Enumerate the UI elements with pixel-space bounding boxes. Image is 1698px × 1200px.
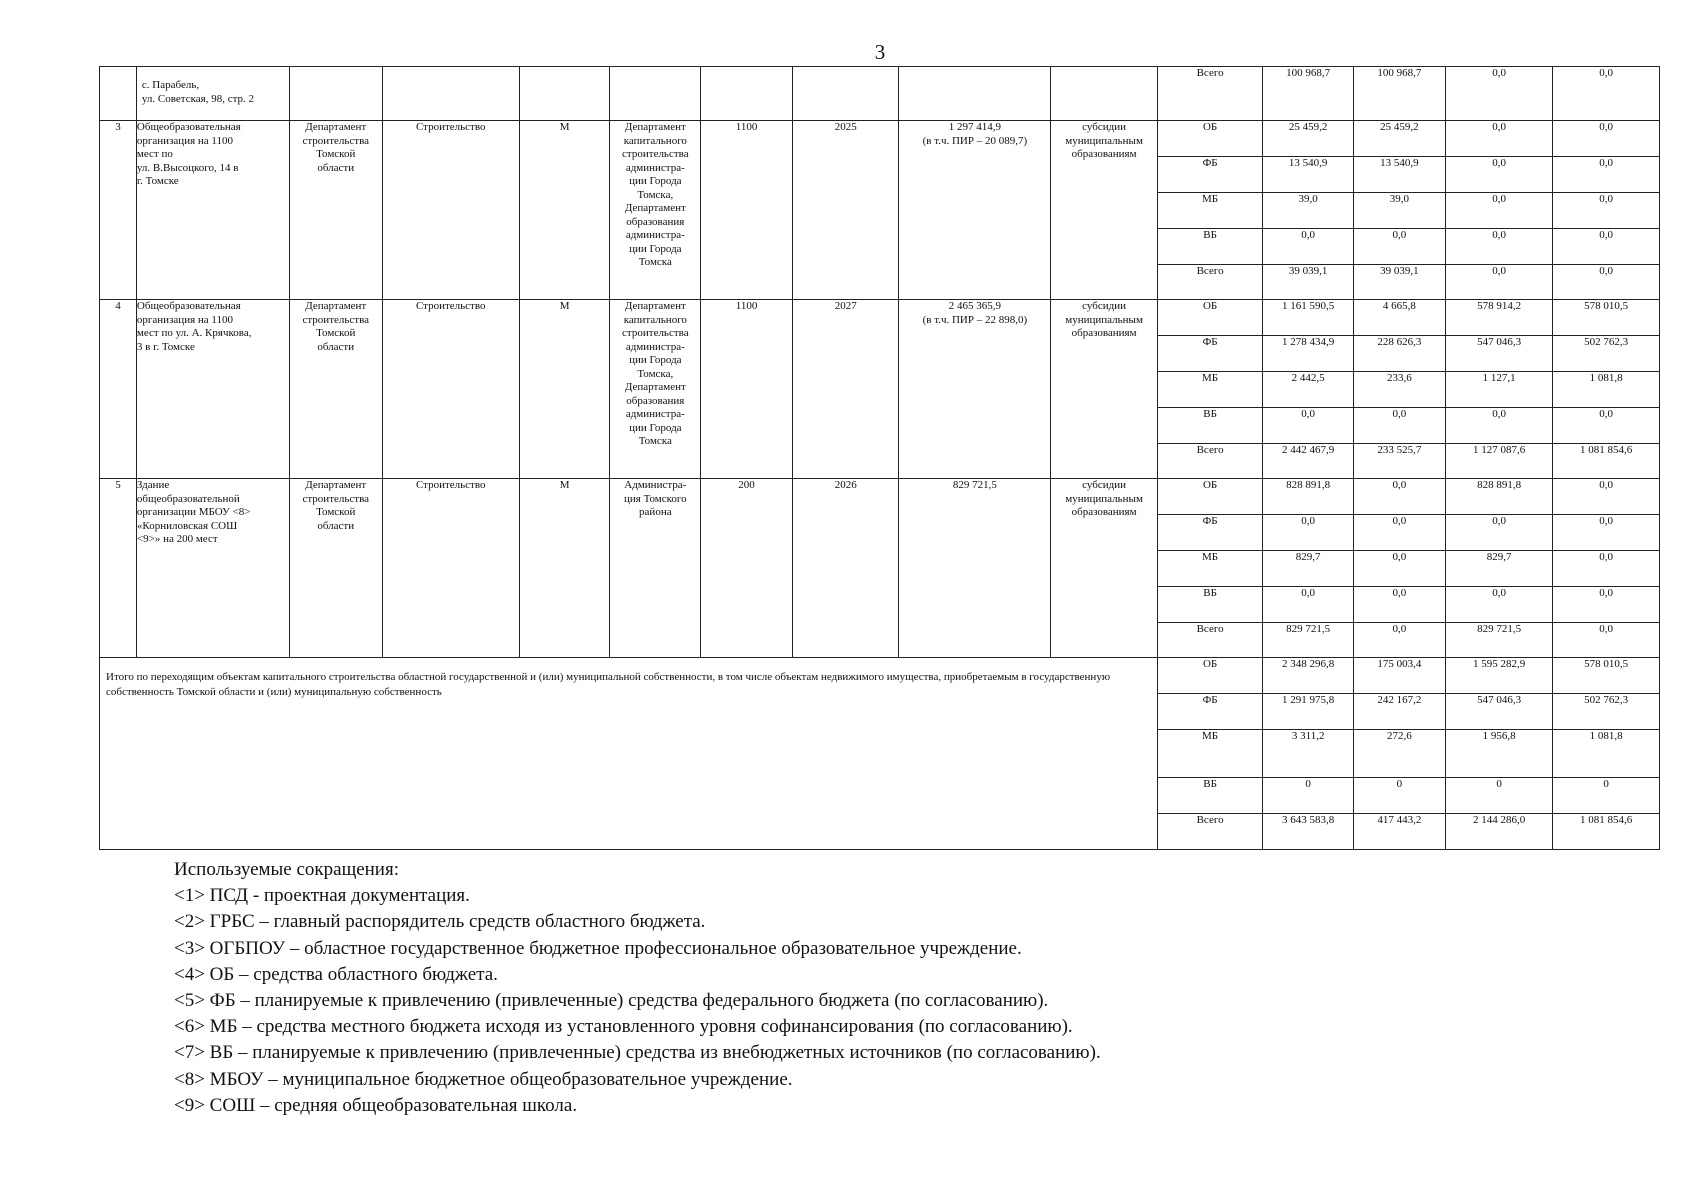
object-name-line: Здание: [136, 479, 170, 491]
fin-value-cell: 2 348 296,8: [1263, 658, 1354, 694]
work-type-cell: Строительство: [382, 300, 519, 479]
object-name-line: «Корниловская СОШ: [136, 519, 238, 532]
customer-line: Томска,: [637, 188, 674, 201]
object-name-line: Общеобразовательная: [136, 300, 241, 312]
funding-form-line: субсидии муниципальным: [1065, 121, 1143, 147]
customer-line: Департамент: [624, 300, 686, 312]
fin-value-cell: 0,0: [1445, 515, 1553, 551]
fin-value-cell: 0: [1263, 778, 1354, 814]
work-type-cell: Строительство: [382, 121, 519, 300]
customer-line: администра-: [625, 408, 685, 420]
empty-cell: [382, 67, 519, 121]
customer-line: Томска,: [637, 367, 674, 380]
fin-value-cell: 1 291 975,8: [1263, 694, 1354, 730]
num-cell: 3: [100, 121, 137, 300]
fin-label-cell: Всего: [1157, 814, 1262, 850]
fin-value-cell: 0: [1553, 778, 1660, 814]
fin-value-cell: 39,0: [1354, 193, 1446, 229]
fin-value-cell: 3 643 583,8: [1263, 814, 1354, 850]
grbs-line: Департамент: [305, 479, 367, 491]
fin-value-cell: 829 721,5: [1263, 623, 1354, 658]
fin-value-cell: 0,0: [1354, 515, 1446, 551]
customer-line: образования: [626, 394, 685, 407]
grbs-line: области: [317, 340, 355, 353]
funding-form-line: субсидии муниципальным: [1065, 479, 1143, 505]
cost-note: (в т.ч. ПИР – 22 898,0): [922, 313, 1028, 326]
page-number: 3: [874, 40, 886, 64]
footnote-item: <8> МБОУ – муниципальное бюджетное общеобразовательное учреждение.: [174, 1068, 793, 1090]
fin-value-cell: 2 442 467,9: [1263, 444, 1354, 479]
fin-value-cell: 0,0: [1354, 408, 1446, 444]
grbs-line: области: [317, 519, 355, 532]
footnote-item: <2> ГРБС – главный распорядитель средств областного бюджета.: [174, 911, 706, 933]
grbs-line: области: [317, 161, 355, 174]
capacity-cell: 1100: [701, 121, 793, 300]
grbs-line: Томской: [316, 327, 356, 339]
fin-label-cell: МБ: [1157, 551, 1262, 587]
fin-label-cell: ВБ: [1157, 778, 1262, 814]
fin-value-cell: 0,0: [1553, 157, 1660, 193]
level-cell: М: [519, 300, 610, 479]
fin-value-cell: 0,0: [1263, 587, 1354, 623]
fin-value-cell: 0: [1354, 778, 1446, 814]
fin-label-cell: ФБ: [1157, 515, 1262, 551]
customer-line: ция Томского: [624, 492, 687, 505]
funding-form-line: образованиям: [1071, 327, 1137, 339]
empty-cell: [1051, 67, 1158, 121]
customer-line: Департамент: [624, 381, 686, 393]
object-name-line: 3 в г. Томске: [136, 340, 195, 353]
fin-value-cell: 100 968,7: [1263, 67, 1354, 121]
fin-value-cell: 0,0: [1553, 67, 1660, 121]
object-name-line: мест по ул. А. Крячкова,: [136, 327, 252, 339]
table-row: [100, 300, 1660, 336]
cost-value: 829 721,5: [952, 479, 997, 491]
fin-value-cell: 0,0: [1445, 157, 1553, 193]
fin-label-cell: Всего: [1157, 444, 1262, 479]
funding-form-cell: [1051, 121, 1158, 300]
cost-cell: [899, 479, 1051, 658]
customer-line: ции Города: [629, 175, 682, 187]
table-row: [100, 121, 1660, 157]
num-cell: 5: [100, 479, 137, 658]
fin-value-cell: 1 127 087,6: [1445, 444, 1553, 479]
abbreviations-footnotes: [174, 857, 1101, 1119]
fin-value-cell: 3 311,2: [1263, 730, 1354, 778]
level-cell: М: [519, 479, 610, 658]
funding-form-cell: [1051, 479, 1158, 658]
total-label-cell: Итого по переходящим объектам капитального строительства областной государственной и (или) муниципальной собственности, в том числе объектам недвижимого имущества, приобретаемым в государственную собственность Томской области и (или) муниципальную собственность: [100, 658, 1158, 850]
object-name-line: г. Томске: [136, 175, 179, 187]
table-row: [100, 479, 1660, 515]
grbs-line: строительства: [302, 492, 370, 505]
fin-value-cell: 233,6: [1354, 372, 1446, 408]
empty-cell: [792, 67, 899, 121]
grbs-line: Томской: [316, 506, 356, 518]
fin-label-cell: МБ: [1157, 372, 1262, 408]
cost-value: 1 297 414,9: [948, 121, 1002, 133]
fin-value-cell: 0,0: [1553, 623, 1660, 658]
grbs-line: Томской: [316, 148, 356, 160]
fin-value-cell: 0,0: [1263, 229, 1354, 265]
fin-value-cell: 39 039,1: [1354, 265, 1446, 300]
fin-label-cell: ОБ: [1157, 479, 1262, 515]
year-cell: 2027: [792, 300, 899, 479]
fin-value-cell: 0,0: [1553, 587, 1660, 623]
fin-value-cell: 578 010,5: [1553, 658, 1660, 694]
capacity-cell: 1100: [701, 300, 793, 479]
num-cell: 4: [100, 300, 137, 479]
fin-label-cell: ОБ: [1157, 658, 1262, 694]
fin-value-cell: 578 010,5: [1553, 300, 1660, 336]
level-cell: М: [519, 121, 610, 300]
fin-label-cell: Всего: [1157, 265, 1262, 300]
table-row: [100, 67, 1660, 121]
grbs-cell: [289, 479, 382, 658]
year-cell: 2025: [792, 121, 899, 300]
fin-label-cell: ВБ: [1157, 229, 1262, 265]
footnote-item: <9> СОШ – средняя общеобразовательная школа.: [174, 1094, 578, 1116]
fin-value-cell: 1 278 434,9: [1263, 336, 1354, 372]
capacity-cell: 200: [701, 479, 793, 658]
object-name-line: общеобразовательной: [136, 492, 240, 505]
object-name-line: организация на 1100: [136, 313, 233, 326]
fin-label-cell: ФБ: [1157, 694, 1262, 730]
fin-value-cell: 0,0: [1553, 551, 1660, 587]
fin-value-cell: 0,0: [1445, 67, 1553, 121]
fin-value-cell: 0,0: [1445, 193, 1553, 229]
fin-label-cell: Всего: [1157, 67, 1262, 121]
fin-value-cell: 0,0: [1553, 121, 1660, 157]
fin-value-cell: 0,0: [1445, 587, 1553, 623]
fin-value-cell: 0,0: [1553, 479, 1660, 515]
fin-value-cell: 547 046,3: [1445, 694, 1553, 730]
fin-label-cell: ВБ: [1157, 587, 1262, 623]
customer-line: строительства: [622, 148, 689, 160]
fin-value-cell: 0,0: [1354, 229, 1446, 265]
fin-value-cell: 39,0: [1263, 193, 1354, 229]
fin-value-cell: 0,0: [1553, 193, 1660, 229]
cost-value: 2 465 365,9: [948, 300, 1002, 312]
fin-label-cell: ОБ: [1157, 300, 1262, 336]
fin-value-cell: 13 540,9: [1354, 157, 1446, 193]
fin-value-cell: 0,0: [1354, 479, 1446, 515]
customer-line: ции Города: [629, 242, 682, 255]
funding-form-line: образованиям: [1071, 506, 1137, 518]
footnote-item: <4> ОБ – средства областного бюджета.: [174, 963, 498, 985]
fin-value-cell: 0,0: [1445, 265, 1553, 300]
fin-value-cell: 1 956,8: [1445, 730, 1553, 778]
footnote-item: <6> МБ – средства местного бюджета исходя из установленного уровня софинансирования (по согласованию).: [174, 1016, 1073, 1038]
cost-note: (в т.ч. ПИР – 20 089,7): [922, 134, 1028, 147]
fin-label-cell: ФБ: [1157, 157, 1262, 193]
fin-value-cell: 547 046,3: [1445, 336, 1553, 372]
empty-cell: [519, 67, 610, 121]
grbs-line: строительства: [302, 313, 370, 326]
capital-construction-table: [99, 66, 1660, 850]
num-cell: [100, 67, 137, 121]
object-name-line: мест по: [136, 148, 173, 160]
fin-value-cell: 0,0: [1263, 515, 1354, 551]
object-name-line: организация на 1100: [136, 134, 233, 147]
footnote-item: <7> ВБ – планируемые к привлечению (привлеченные) средства из внебюджетных источников (по согласованию).: [174, 1042, 1101, 1064]
fin-value-cell: 1 595 282,9: [1445, 658, 1553, 694]
fin-value-cell: 1 081 854,6: [1553, 444, 1660, 479]
customer-line: ции Города: [629, 354, 682, 366]
fin-value-cell: 0,0: [1445, 408, 1553, 444]
cost-cell: [899, 121, 1051, 300]
empty-cell: [610, 67, 701, 121]
fin-value-cell: 233 525,7: [1354, 444, 1446, 479]
fin-value-cell: 829,7: [1263, 551, 1354, 587]
address-line: с. Парабель,: [141, 79, 200, 91]
customer-cell: [610, 121, 701, 300]
customer-line: администра-: [625, 229, 685, 241]
fin-value-cell: 39 039,1: [1263, 265, 1354, 300]
object-name-line: <9>» на 200 мест: [136, 533, 218, 545]
fin-value-cell: 272,6: [1354, 730, 1446, 778]
footnote-item: <5> ФБ – планируемые к привлечению (привлеченные) средства федерального бюджета (по согласованию).: [174, 990, 1049, 1012]
object-name-cell: [136, 121, 289, 300]
fin-value-cell: 1 081 854,6: [1553, 814, 1660, 850]
grbs-line: строительства: [302, 134, 370, 147]
fin-value-cell: 0: [1445, 778, 1553, 814]
object-name-line: ул. В.Высоцкого, 14 в: [136, 161, 239, 174]
customer-line: администра-: [625, 340, 685, 353]
fin-value-cell: 0,0: [1553, 265, 1660, 300]
fin-label-cell: ВБ: [1157, 408, 1262, 444]
fin-value-cell: 2 144 286,0: [1445, 814, 1553, 850]
fin-value-cell: 829,7: [1445, 551, 1553, 587]
fin-value-cell: 242 167,2: [1354, 694, 1446, 730]
funding-form-cell: [1051, 300, 1158, 479]
customer-line: Томска: [638, 256, 672, 268]
fin-label-cell: ОБ: [1157, 121, 1262, 157]
funding-form-line: образованиям: [1071, 148, 1137, 160]
fin-value-cell: 228 626,3: [1354, 336, 1446, 372]
footnotes-title: Используемые сокращения:: [174, 859, 399, 880]
customer-line: администра-: [625, 161, 685, 174]
fin-value-cell: 175 003,4: [1354, 658, 1446, 694]
fin-value-cell: 25 459,2: [1354, 121, 1446, 157]
fin-value-cell: 828 891,8: [1445, 479, 1553, 515]
empty-cell: [289, 67, 382, 121]
empty-cell: [899, 67, 1051, 121]
fin-value-cell: 13 540,9: [1263, 157, 1354, 193]
table-row: [100, 658, 1660, 694]
fin-value-cell: 417 443,2: [1354, 814, 1446, 850]
fin-value-cell: 0,0: [1553, 408, 1660, 444]
fin-value-cell: 2 442,5: [1263, 372, 1354, 408]
fin-value-cell: 0,0: [1354, 587, 1446, 623]
grbs-line: Департамент: [305, 121, 367, 133]
address-line: ул. Советская, 98, стр. 2: [141, 92, 255, 105]
cost-cell: [899, 300, 1051, 479]
customer-line: ции Города: [629, 421, 682, 434]
fin-value-cell: 0,0: [1445, 121, 1553, 157]
object-name-cell: [136, 479, 289, 658]
fin-value-cell: 4 665,8: [1354, 300, 1446, 336]
customer-line: капитального: [623, 313, 687, 326]
fin-label-cell: ФБ: [1157, 336, 1262, 372]
footnote-item: <1> ПСД - проектная документация.: [174, 885, 470, 907]
fin-value-cell: 502 762,3: [1553, 694, 1660, 730]
customer-cell: [610, 300, 701, 479]
grbs-line: Департамент: [305, 300, 367, 312]
fin-value-cell: 0,0: [1354, 551, 1446, 587]
fin-value-cell: 0,0: [1263, 408, 1354, 444]
object-name-cell: [136, 300, 289, 479]
fin-value-cell: 0,0: [1445, 229, 1553, 265]
customer-line: Администра-: [624, 479, 687, 491]
fin-value-cell: 1 081,8: [1553, 730, 1660, 778]
fin-value-cell: 502 762,3: [1553, 336, 1660, 372]
empty-cell: [701, 67, 793, 121]
year-cell: 2026: [792, 479, 899, 658]
customer-line: Департамент: [624, 121, 686, 133]
fin-value-cell: 0,0: [1553, 229, 1660, 265]
customer-line: капитального: [623, 134, 687, 147]
customer-cell: [610, 479, 701, 658]
fin-value-cell: 25 459,2: [1263, 121, 1354, 157]
fin-value-cell: 100 968,7: [1354, 67, 1446, 121]
customer-line: образования: [626, 215, 685, 228]
fin-value-cell: 829 721,5: [1445, 623, 1553, 658]
fin-value-cell: 0,0: [1354, 623, 1446, 658]
address-cell: [136, 67, 289, 121]
fin-value-cell: 1 161 590,5: [1263, 300, 1354, 336]
grbs-cell: [289, 121, 382, 300]
fin-value-cell: 828 891,8: [1263, 479, 1354, 515]
fin-label-cell: Всего: [1157, 623, 1262, 658]
fin-value-cell: 0,0: [1553, 515, 1660, 551]
object-name-line: организации МБОУ <8>: [136, 506, 251, 518]
fin-value-cell: 578 914,2: [1445, 300, 1553, 336]
fin-label-cell: МБ: [1157, 193, 1262, 229]
funding-form-line: субсидии муниципальным: [1065, 300, 1143, 326]
grbs-cell: [289, 300, 382, 479]
fin-value-cell: 1 081,8: [1553, 372, 1660, 408]
customer-line: района: [639, 506, 672, 518]
customer-line: Департамент: [624, 202, 686, 214]
work-type-cell: Строительство: [382, 479, 519, 658]
fin-value-cell: 1 127,1: [1445, 372, 1553, 408]
customer-line: Томска: [638, 435, 672, 447]
object-name-line: Общеобразовательная: [136, 121, 241, 133]
fin-label-cell: МБ: [1157, 730, 1262, 778]
footnote-item: <3> ОГБПОУ – областное государственное бюджетное профессиональное образовательное учреждение.: [174, 937, 1022, 959]
customer-line: строительства: [622, 327, 689, 339]
